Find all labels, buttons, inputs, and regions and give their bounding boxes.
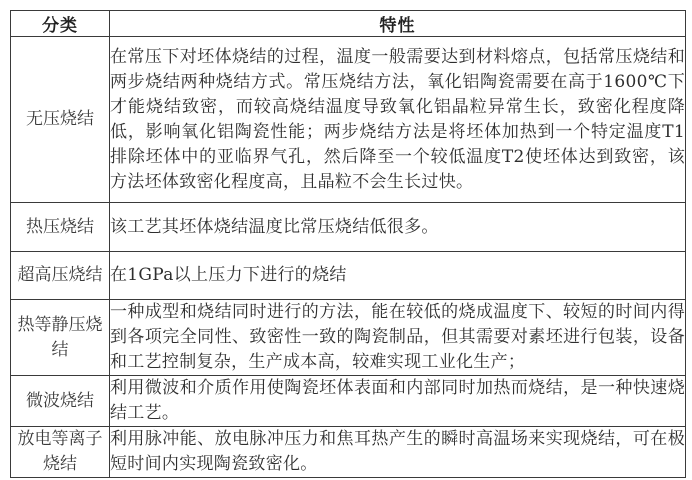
sintering-methods-table	[10, 10, 686, 478]
table-row	[11, 203, 686, 252]
category-cell: 微波烧结	[11, 376, 110, 427]
description-cell: 利用脉冲能、放电脉冲压力和焦耳热产生的瞬时高温场来实现烧结，可在极短时间内实现陶瓷致密化。	[110, 427, 686, 478]
table-row	[11, 252, 686, 300]
table-row	[11, 37, 686, 203]
category-cell: 热压烧结	[11, 203, 110, 252]
table-row	[11, 300, 686, 376]
description-cell: 一种成型和烧结同时进行的方法，能在较低的烧成温度下、较短的时间内得到各项完全同性、致密性一致的陶瓷制品，但其需要对素坯进行包装，设备和工艺控制复杂，生产成本高，较难实现工业化生产；	[110, 300, 686, 376]
category-cell: 超高压烧结	[11, 252, 110, 300]
table-row	[11, 427, 686, 478]
table-header-row	[11, 11, 686, 37]
category-cell: 放电等离子烧结	[11, 427, 110, 478]
description-cell: 在常压下对坯体烧结的过程，温度一般需要达到材料熔点，包括常压烧结和两步烧结两种烧结方式。常压烧结方法，氧化铝陶瓷需要在高于1600℃下才能烧结致密，而较高烧结温度导致氧化铝晶粒异常生长，致密化程度降低，影响氧化铝陶瓷性能；两步烧结方法是将坯体加热到一个特定温度T1排除坯体中的亚临界气孔，然后降至一个较低温度T2使坯体达到致密，该方法坯体致密化程度高，且晶粒不会生长过快。	[110, 37, 686, 203]
category-cell: 无压烧结	[11, 37, 110, 203]
description-cell: 该工艺其坯体烧结温度比常压烧结低很多。	[110, 203, 686, 252]
description-cell: 在1GPa以上压力下进行的烧结	[110, 252, 686, 300]
table-row	[11, 376, 686, 427]
category-cell: 热等静压烧结	[11, 300, 110, 376]
description-cell: 利用微波和介质作用使陶瓷坯体表面和内部同时加热而烧结，是一种快速烧结工艺。	[110, 376, 686, 427]
header-category: 分类	[11, 11, 110, 37]
header-property: 特性	[110, 11, 686, 37]
